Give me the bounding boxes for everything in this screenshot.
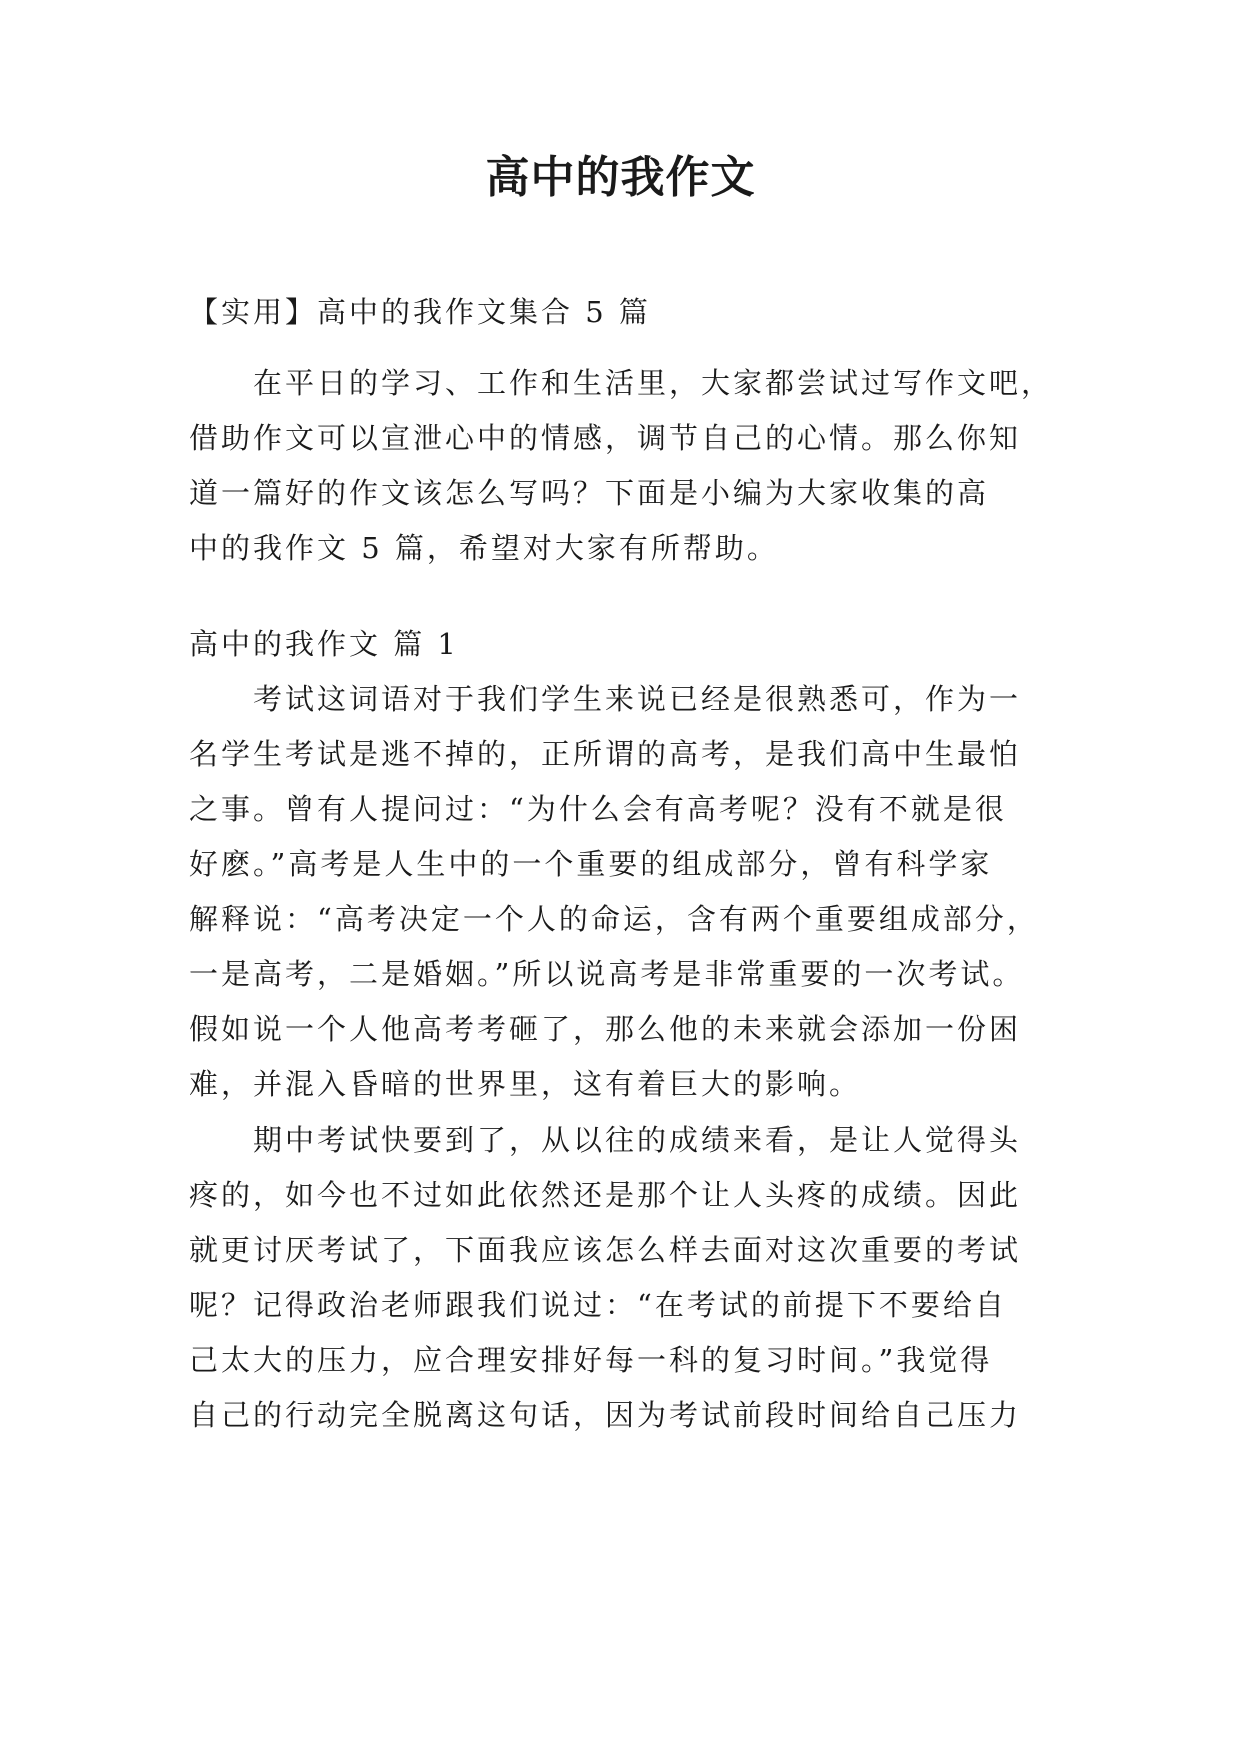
- body-line: 就更讨厌考试了，下面我应该怎么样去面对这次重要的考试: [189, 1233, 1022, 1267]
- section-heading: 高中的我作文 篇 1: [189, 627, 459, 661]
- body-line: 名学生考试是逃不掉的，正所谓的高考，是我们高中生最怕: [189, 737, 1022, 771]
- body-line: 期中考试快要到了，从以往的成绩来看，是让人觉得头: [253, 1123, 1022, 1157]
- body-line: 考试这词语对于我们学生来说已经是很熟悉可，作为一: [253, 682, 1022, 716]
- body-line: 己太大的压力，应合理安排好每一科的复习时间。”我觉得: [189, 1343, 993, 1377]
- body-line: 自己的行动完全脱离这句话，因为考试前段时间给自己压力: [189, 1398, 1022, 1432]
- intro-line: 在平日的学习、工作和生活里，大家都尝试过写作文吧，: [253, 366, 1054, 400]
- body-line: 一是高考，二是婚姻。”所以说高考是非常重要的一次考试。: [189, 957, 1025, 991]
- body-line: 呢？记得政治老师跟我们说过：“在考试的前提下不要给自: [189, 1288, 1007, 1322]
- body-line: 好麽。”高考是人生中的一个重要的组成部分，曾有科学家: [189, 847, 993, 881]
- document-subtitle: 【实用】高中的我作文集合 5 篇: [189, 295, 651, 329]
- intro-line: 道一篇好的作文该怎么写吗？下面是小编为大家收集的高: [189, 476, 990, 510]
- body-line: 之事。曾有人提问过：“为什么会有高考呢？没有不就是很: [189, 792, 1007, 826]
- body-line: 疼的，如今也不过如此依然还是那个让人头疼的成绩。因此: [189, 1178, 1022, 1212]
- intro-line: 中的我作文 5 篇，希望对大家有所帮助。: [189, 531, 779, 565]
- body-line: 解释说：“高考决定一个人的命运，含有两个重要组成部分，: [189, 902, 1039, 936]
- body-line: 假如说一个人他高考考砸了，那么他的未来就会添加一份困: [189, 1012, 1022, 1046]
- intro-line: 借助作文可以宣泄心中的情感，调节自己的心情。那么你知: [189, 421, 1022, 455]
- document-title: 高中的我作文: [485, 152, 756, 203]
- body-line: 难，并混入昏暗的世界里，这有着巨大的影响。: [189, 1067, 862, 1101]
